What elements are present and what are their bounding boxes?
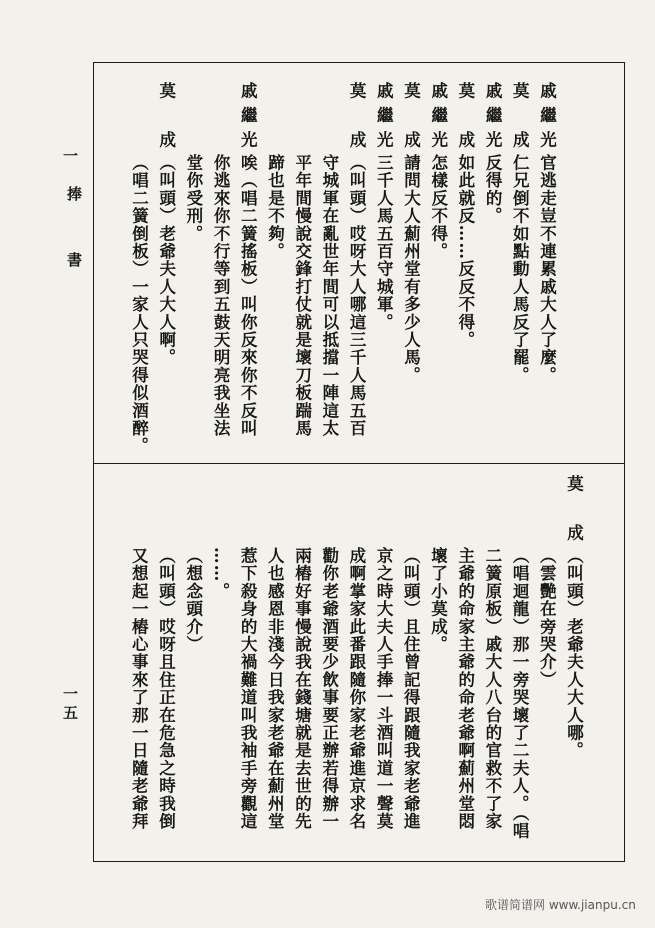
page-number: 一五	[61, 686, 79, 724]
speaker-name: 戚繼光	[537, 82, 557, 156]
dialogue-line: 守城軍在亂世年間可以抵擋一陣這太	[319, 154, 339, 438]
dialogue-line: 蹄也是不夠。	[265, 154, 285, 261]
speaker-name: 戚繼光	[238, 82, 258, 156]
dialogue-line: 反得的。	[483, 154, 503, 225]
dialogue-line: 主爺的命家主爺的命老爺啊薊州堂悶	[455, 547, 475, 831]
dialogue-line: （想念頭介）	[183, 547, 203, 654]
speaker-name: 莫 成	[564, 475, 584, 549]
speaker-name: 莫 成	[455, 82, 475, 156]
dialogue-line: （叫頭）老爺夫人大人啊。	[156, 154, 176, 367]
speaker-name: 莫 成	[156, 82, 176, 156]
dialogue-line: 請問大人薊州堂有多少人馬。	[401, 154, 421, 385]
speaker-name: 戚繼光	[428, 82, 448, 156]
dialogue-line: 平年間慢說交鋒打仗就是壞刀板踹馬	[292, 154, 312, 438]
dialogue-line: 勸你老爺酒要少飲事要正辦若得辦一	[319, 547, 339, 831]
watermark: 歌谱简谱网 www.jianpu.cn	[485, 898, 636, 912]
book-title: 捧 書	[65, 186, 83, 285]
dialogue-line: （唱二簧倒板）一家人只哭得似酒醉。	[129, 154, 149, 455]
dialogue-line: 你逃來你不行等到五鼓天明亮我坐法	[211, 154, 231, 438]
dialogue-line: 仁兄倒不如點動人馬反了罷。	[510, 154, 530, 385]
margin-top-mark: 一	[61, 148, 79, 163]
dialogue-line: （唱迴龍）那一旁哭壞了二夫人。（唱	[510, 547, 530, 840]
dialogue-line: 二簧原板）戚大人八台的官救不了家	[482, 547, 502, 831]
section-divider	[93, 463, 625, 464]
speaker-name: 莫 成	[401, 82, 421, 156]
dialogue-line: 三千人馬五百守城軍。	[374, 154, 394, 331]
dialogue-line: （叫頭）老爺夫人大人哪。	[564, 547, 584, 760]
dialogue-line: 壞了小莫成。	[428, 547, 448, 654]
dialogue-line: （叫頭）哎呀且住正在危急之時我倒	[156, 547, 176, 831]
speaker-name: 戚繼光	[374, 82, 394, 156]
dialogue-line: 人也感恩非淺今日我家老爺在薊州堂	[265, 547, 285, 831]
dialogue-line: 堂你受刑。	[183, 154, 203, 243]
dialogue-line: 官逃走豈不連累戚大人了麼。	[537, 154, 557, 385]
dialogue-line: 怎樣反不得。	[428, 154, 448, 261]
dialogue-line: 成啊掌家此番跟隨你家老爺進京求名	[346, 547, 366, 831]
dialogue-line: （叫頭）哎呀大人哪這三千人馬五百	[347, 154, 367, 438]
dialogue-line: 京之時大夫人手捧一斗酒叫道一聲莫	[374, 547, 394, 831]
dialogue-line: 兩樁好事慢說我在錢塘就是去世的先	[292, 547, 312, 831]
dialogue-line: （雲艷在旁哭介）	[537, 547, 557, 689]
speaker-name: 莫 成	[510, 82, 530, 156]
dialogue-line: 又想起一樁心事來了那一日隨老爺拜	[129, 547, 149, 831]
speaker-name: 戚繼光	[483, 82, 503, 156]
dialogue-line: （叫頭）且住曾記得跟隨我家老爺進	[401, 547, 421, 831]
dialogue-line: 惹下殺身的大禍難道叫我袖手旁觀這	[238, 547, 258, 831]
dialogue-line: ……。	[210, 547, 230, 601]
dialogue-line: 唉（唱二簧搖板）叫你反來你不反叫	[238, 154, 258, 438]
dialogue-line: 如此就反……反反不得。	[455, 154, 475, 349]
speaker-name: 莫 成	[347, 82, 367, 156]
